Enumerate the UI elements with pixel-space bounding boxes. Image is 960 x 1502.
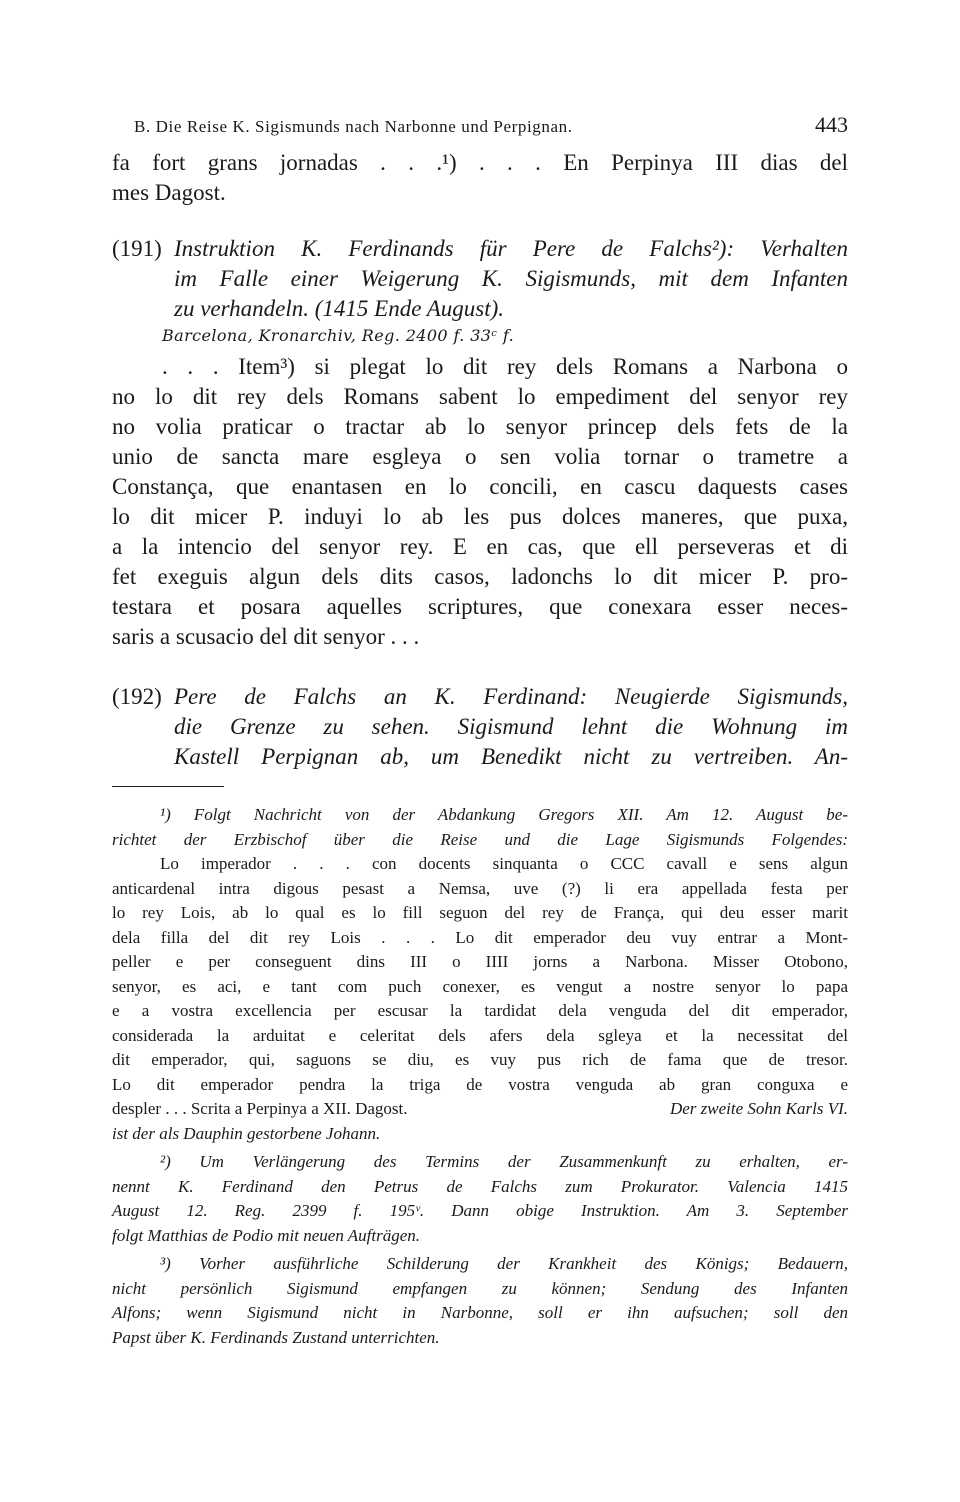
page-number: 443	[815, 112, 848, 137]
entry-title	[174, 682, 848, 772]
footnote-line: lo rey Lois, ab lo qual es lo fill seguon del rey de França, qui deu esser marit	[112, 903, 848, 922]
entry-title-line: Instruktion K. Ferdinands für Pere de Falchs²): Verhalten	[174, 236, 848, 261]
footnote-line: Alfons; wenn Sigismund nicht in Narbonne, soll er ihn aufsuchen; soll den	[112, 1303, 848, 1322]
continuation-line: mes Dagost.	[112, 180, 226, 205]
footnote-line: peller e per conseguent dins III o IIII jorns a Narbona. Misser Otobono,	[112, 952, 848, 971]
footnote-line: considerada la arduitat e celeritat dels afers dela sgleya et la necessitat del	[112, 1025, 848, 1045]
entry-title	[174, 234, 848, 324]
footnote-line: senyor, es aci, e tant com puch conexer, es vengut a nostre senyor lo papa	[112, 976, 848, 996]
footnote-line: August 12. Reg. 2399 f. 195ᵛ. Dann obige Instruktion. Am 3. September	[112, 1201, 848, 1220]
archive-source: Barcelona, Kronarchiv, Reg. 2400 f. 33ᶜ f.	[162, 326, 515, 345]
footnote-comment: Der zweite Sohn Karls VI.	[669, 1099, 848, 1118]
footnote-line: Lo imperador . . . con docents sinquanta o CCC cavall e sens algun	[160, 854, 848, 873]
entry-title-line: die Grenze zu sehen. Sigismund lehnt die Wohnung im	[174, 714, 848, 739]
text-line: . . . Item³) si plegat lo dit rey dels Romans a Narbona o	[162, 354, 848, 379]
footnote-quote-end: despler . . . Scrita a Perpinya a XII. Dagost.	[112, 1099, 408, 1118]
entry-title-line: Pere de Falchs an K. Ferdinand: Neugierde Sigismunds,	[174, 684, 848, 709]
entry-191	[112, 234, 848, 652]
footnote-line: Papst über K. Ferdinands Zustand unterrichten.	[112, 1327, 440, 1347]
entry-number: (191)	[112, 236, 162, 261]
footnote-line: e a vostra excellencia per escusar la tardidat dela venguda del dit emperador,	[112, 1001, 848, 1020]
document-page	[112, 112, 848, 1350]
running-header	[134, 112, 848, 148]
text-line: unio de sancta mare esgleya o sen volia tornar o trametre a	[112, 444, 848, 469]
footnote-separator	[112, 786, 224, 787]
running-title: B. Die Reise K. Sigismunds nach Narbonne und Perpignan.	[134, 117, 573, 136]
text-line: a la intencio del senyor rey. E en cas, que ell perseveras et di	[112, 534, 848, 559]
footnote-2	[112, 1150, 848, 1248]
continuation-text	[112, 148, 848, 208]
footnote-line: Lo dit emperador pendra la triga de vostra venguda ab gran conguxa e	[112, 1074, 848, 1094]
footnote-line: anticardenal intra digous pesast a Nemsa, uve (?) li era appellada festa per	[112, 878, 848, 898]
text-line: no volia praticar o tractar ab lo senyor princep dels fets de la	[112, 414, 848, 439]
footnote-line: nicht persönlich Sigismund empfangen zu können; Sendung des Infanten	[112, 1278, 848, 1298]
footnote-1	[112, 803, 848, 1146]
footnote-line: ²) Um Verlängerung des Termins der Zusammenkunft zu erhalten, er-	[160, 1152, 848, 1171]
footnote-line: ³) Vorher ausführliche Schilderung der Krankheit des Königs; Bedauern,	[160, 1254, 848, 1273]
footnote-line: folgt Matthias de Podio mit neuen Aufträgen.	[112, 1225, 421, 1245]
entry-title-line: im Falle einer Weigerung K. Sigismunds, mit dem Infanten	[174, 266, 848, 291]
text-line: saris a scusacio del dit senyor . . .	[112, 624, 420, 649]
text-line: no lo dit rey dels Romans sabent lo empediment del senyor rey	[112, 384, 848, 409]
footnote-3	[112, 1252, 848, 1350]
footnote-line: ¹) Folgt Nachricht von der Abdankung Gregors XII. Am 12. August be-	[160, 805, 848, 824]
footnote-line: dit emperador, qui, saguons se diu, es vuy pus rich de fama que de tresor.	[112, 1050, 848, 1069]
footnote-line: ist der als Dauphin gestorbene Johann.	[112, 1123, 381, 1143]
footnote-line	[112, 1097, 848, 1122]
footnotes	[112, 803, 848, 1350]
entry-number: (192)	[112, 684, 162, 709]
entry-text	[112, 352, 848, 652]
text-line: fet exeguis algun dels dits casos, ladonchs lo dit micer P. pro-	[112, 564, 848, 589]
footnote-line: nennt K. Ferdinand den Petrus de Falchs zum Prokurator. Valencia 1415	[112, 1176, 848, 1196]
continuation-line: fa fort grans jornadas . . .¹) . . . En Perpinya III dias del	[112, 150, 848, 175]
footnote-line: richtet der Erzbischof über die Reise und die Lage Sigismunds Folgendes:	[112, 829, 848, 849]
text-line: Constança, que enantasen en lo concili, en cascu daquests cases	[112, 474, 848, 499]
text-line: lo dit micer P. induyi lo ab les pus dolces maneres, que puxa,	[112, 504, 848, 529]
entry-title-line: zu verhandeln. (1415 Ende August).	[174, 296, 505, 321]
entry-header	[112, 234, 848, 324]
footnote-line: dela filla del dit rey Lois . . . Lo dit emperador deu vuy entrar a Mont-	[112, 927, 848, 947]
text-line: testara et posara aquelles scriptures, que conexara esser neces-	[112, 594, 848, 619]
entry-192	[112, 682, 848, 772]
entry-title-line: Kastell Perpignan ab, um Benedikt nicht zu vertreiben. An-	[174, 744, 848, 769]
entry-header	[112, 682, 848, 772]
